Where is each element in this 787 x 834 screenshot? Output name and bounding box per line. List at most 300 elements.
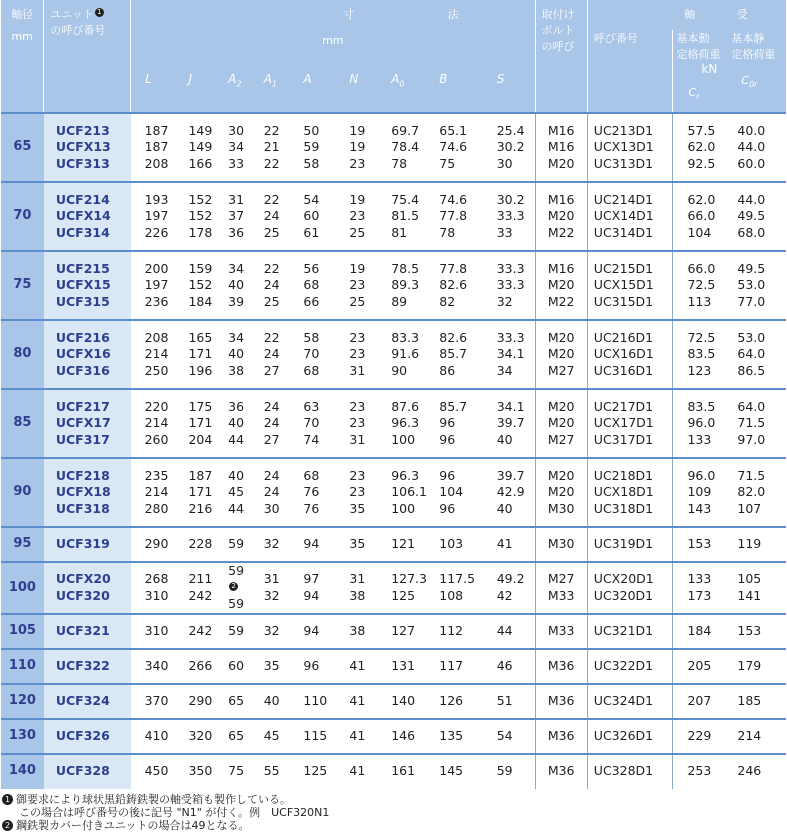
- dynamic-load: [673, 113, 729, 182]
- dim-a0-value: 89.3: [391, 277, 420, 293]
- dim-s-value: 33.3: [496, 329, 525, 345]
- dim-n: [335, 389, 377, 458]
- dim-s-value: 41: [496, 536, 513, 552]
- dim-s-value: 59: [496, 763, 513, 779]
- dim-a-value: 56: [303, 260, 320, 276]
- dim-a2-value: 40: [228, 415, 245, 431]
- bolt-size-value: M20: [547, 155, 575, 171]
- dim-a0-value: 106.1: [391, 484, 427, 500]
- table-row: [1, 389, 786, 458]
- bolt-size: [535, 389, 587, 458]
- dim-b: [425, 614, 482, 649]
- unit-number-value: UCF217: [55, 398, 110, 414]
- dim-l-value: 280: [144, 500, 169, 516]
- dim-a2-value: 44: [228, 500, 245, 516]
- col-N: N: [335, 60, 377, 113]
- dim-l: [131, 389, 175, 458]
- dim-a0-value: 96.3: [391, 467, 420, 483]
- dim-a-value: 60: [303, 208, 320, 224]
- dim-b-value: 85.7: [439, 398, 468, 414]
- dim-b-value: 78: [439, 224, 456, 240]
- dim-a2-value: 34: [228, 329, 245, 345]
- unit-number: [44, 614, 131, 649]
- unit-number-value: UCF324: [55, 692, 110, 708]
- unit-number: [44, 389, 131, 458]
- dynamic-load-value: 133: [687, 431, 712, 447]
- dim-a1-value: 35: [263, 657, 280, 673]
- dim-l-value: 187: [144, 139, 169, 155]
- dim-a2-value: 38: [228, 362, 245, 378]
- bolt-size-value: M16: [547, 139, 575, 155]
- table-row: [1, 614, 786, 649]
- dim-a0-value: 69.7: [391, 122, 420, 138]
- dim-l: [131, 614, 175, 649]
- dim-a2-value: 33: [228, 155, 245, 171]
- dim-a2-value: 44: [228, 431, 245, 447]
- dim-l-value: 236: [144, 293, 169, 309]
- dim-l: [131, 251, 175, 320]
- dim-n-value: 38: [349, 587, 366, 603]
- dim-a-value: 70: [303, 346, 320, 362]
- dim-s-value: 34.1: [496, 346, 525, 362]
- dim-s-value: 33.3: [496, 208, 525, 224]
- shaft-diameter: 85: [1, 389, 44, 458]
- dim-a2: [214, 251, 250, 320]
- static-load-value: 49.5: [737, 260, 766, 276]
- dim-a0-value: 125: [391, 587, 416, 603]
- dim-l: [131, 527, 175, 562]
- dim-j: [174, 754, 214, 789]
- bearing-number-value: UC313D1: [593, 155, 654, 171]
- dim-j-value: 178: [188, 224, 213, 240]
- dim-a: [289, 719, 335, 754]
- dim-a2-value: 65: [228, 692, 245, 708]
- dim-a2-value: 60: [228, 657, 245, 673]
- dim-a: [289, 614, 335, 649]
- unit-number-value: UCF314: [55, 224, 110, 240]
- unit-number-value: UCF321: [55, 622, 110, 638]
- bearing-number: [587, 562, 673, 614]
- dim-a0: [377, 649, 425, 684]
- unit-number-value: UCF313: [55, 155, 110, 171]
- dim-j-value: 187: [188, 467, 213, 483]
- static-load-value: 40.0: [737, 122, 766, 138]
- bolt-size-value: M20: [547, 208, 575, 224]
- dim-b-value: 145: [439, 763, 464, 779]
- dim-l: [131, 320, 175, 389]
- dim-a-value: 68: [303, 362, 320, 378]
- dynamic-load-value: 253: [687, 763, 712, 779]
- bearing-number: [587, 719, 673, 754]
- dim-j-value: 171: [188, 415, 213, 431]
- dim-s-value: 39.7: [496, 467, 525, 483]
- bolt-size: [535, 320, 587, 389]
- dynamic-load-value: 123: [687, 362, 712, 378]
- unit-number-value: UCF319: [55, 536, 110, 552]
- bolt-size: [535, 251, 587, 320]
- dim-a2: [214, 754, 250, 789]
- static-load: [729, 719, 786, 754]
- dynamic-load: [673, 251, 729, 320]
- dim-a2: [214, 527, 250, 562]
- dim-a1: [250, 527, 290, 562]
- dynamic-load-value: 66.0: [687, 260, 716, 276]
- dim-l-value: 410: [144, 727, 169, 743]
- dim-a-value: 54: [303, 191, 320, 207]
- bearing-number: [587, 614, 673, 649]
- dim-l: [131, 182, 175, 251]
- bearing-number-value: UC318D1: [593, 500, 654, 516]
- dim-a0: [377, 562, 425, 614]
- dynamic-load: [673, 320, 729, 389]
- unit-number-value: UCF315: [55, 293, 110, 309]
- bearing-number-value: UC316D1: [593, 362, 654, 378]
- dim-l-value: 197: [144, 208, 169, 224]
- unit-number-value: UCF320: [55, 587, 110, 603]
- col-A: A: [289, 60, 335, 113]
- footnote-1-detail: この場合は呼び番号の後に記号 "N1" が付く。例 UCF320N1: [19, 805, 330, 819]
- dim-s: [483, 458, 535, 527]
- shaft-diameter: 100: [1, 562, 44, 614]
- static-load-value: 141: [737, 587, 762, 603]
- dim-a2-value: 34: [228, 139, 245, 155]
- dim-s-value: 51: [496, 692, 513, 708]
- shaft-diameter: 120: [1, 684, 44, 719]
- dim-n-value: 23: [349, 467, 366, 483]
- dim-s-value: 33.3: [496, 277, 525, 293]
- dim-n: [335, 684, 377, 719]
- dim-a-value: 50: [303, 122, 320, 138]
- dim-a: [289, 251, 335, 320]
- dim-a1-value: 22: [263, 191, 280, 207]
- dim-s-value: 40: [496, 500, 513, 516]
- bolt-size-value: M27: [547, 431, 575, 447]
- dim-a1-value: 32: [263, 622, 280, 638]
- spec-table: [1, 0, 786, 789]
- dim-a1: [250, 182, 290, 251]
- static-load-value: 64.0: [737, 346, 766, 362]
- shaft-diameter: 110: [1, 649, 44, 684]
- col-A1: $A_1$: [250, 60, 290, 113]
- dim-b: [425, 251, 482, 320]
- bearing-number: [587, 458, 673, 527]
- dim-s: [483, 614, 535, 649]
- dim-a0: [377, 182, 425, 251]
- dim-a2-value: 45: [228, 484, 245, 500]
- dim-b: [425, 389, 482, 458]
- table-row: [1, 649, 786, 684]
- dim-a-value: 59: [303, 139, 320, 155]
- static-load: [729, 113, 786, 182]
- dynamic-load: [673, 719, 729, 754]
- dim-j: [174, 113, 214, 182]
- shaft-diameter: 130: [1, 719, 44, 754]
- dim-j-value: 196: [188, 362, 213, 378]
- static-load-value: 60.0: [737, 155, 766, 171]
- dim-a2: [214, 649, 250, 684]
- bolt-size: [535, 754, 587, 789]
- dim-a0: [377, 113, 425, 182]
- dim-j-value: 152: [188, 208, 213, 224]
- dim-s-value: 33.3: [496, 260, 525, 276]
- bolt-size: [535, 614, 587, 649]
- dim-a1: [250, 389, 290, 458]
- static-load-value: 179: [737, 657, 762, 673]
- dim-j: [174, 649, 214, 684]
- dim-l: [131, 754, 175, 789]
- bearing-number-value: UC321D1: [593, 622, 654, 638]
- static-load-value: 53.0: [737, 277, 766, 293]
- dim-b-value: 117.5: [439, 571, 476, 587]
- dim-a1: [250, 320, 290, 389]
- bearing-number: [587, 684, 673, 719]
- dim-s: [483, 320, 535, 389]
- dim-a: [289, 684, 335, 719]
- dim-s: [483, 649, 535, 684]
- dim-j-value: 211: [188, 571, 213, 587]
- footnote-1: 1 御要求により球状黒鉛鋳鉄製の軸受箱も製作している。: [2, 793, 787, 806]
- dim-b: [425, 562, 482, 614]
- dim-s: [483, 251, 535, 320]
- unit-number-value: UCF218: [55, 467, 110, 483]
- dim-b-value: 75: [439, 155, 456, 171]
- dim-a2: [214, 684, 250, 719]
- dim-n-value: 41: [349, 692, 366, 708]
- dynamic-load: [673, 684, 729, 719]
- bolt-size-value: M16: [547, 191, 575, 207]
- bolt-size-value: M33: [547, 622, 575, 638]
- dim-b: [425, 320, 482, 389]
- header-dimensions: 寸 法: [131, 0, 535, 30]
- dim-l-value: 310: [144, 587, 169, 603]
- col-S: S: [483, 60, 535, 113]
- dim-a-value: 58: [303, 155, 320, 171]
- dim-s-value: 46: [496, 657, 513, 673]
- dim-j-value: 149: [188, 122, 213, 138]
- dim-l: [131, 562, 175, 614]
- dim-a2-value: 59: [228, 596, 245, 611]
- bolt-size-value: M20: [547, 346, 575, 362]
- unit-number-value: UCFX14: [55, 208, 111, 224]
- bearing-number-value: UCX16D1: [593, 346, 654, 362]
- dim-n-value: 41: [349, 727, 366, 743]
- dynamic-load-value: 205: [687, 657, 712, 673]
- dim-a0: [377, 389, 425, 458]
- dim-a2-value: 39: [228, 293, 245, 309]
- col-L: L: [131, 60, 175, 113]
- header-bearing-no: 呼び番号: [587, 30, 673, 113]
- dim-a1: [250, 684, 290, 719]
- dim-n: [335, 719, 377, 754]
- dim-a: [289, 320, 335, 389]
- dynamic-load: [673, 614, 729, 649]
- dynamic-load-value: 66.0: [687, 208, 716, 224]
- dim-n: [335, 458, 377, 527]
- dim-a-value: 76: [303, 500, 320, 516]
- shaft-diameter: 65: [1, 113, 44, 182]
- dim-a-value: 125: [303, 763, 328, 779]
- bolt-size-value: M20: [547, 329, 575, 345]
- dim-b-value: 74.6: [439, 191, 468, 207]
- table-row: [1, 113, 786, 182]
- unit-number-value: UCF216: [55, 329, 110, 345]
- dim-l-value: 235: [144, 467, 169, 483]
- unit-number-value: UCFX13: [55, 139, 111, 155]
- bolt-size-value: M22: [547, 293, 575, 309]
- dim-a-value: 61: [303, 224, 320, 240]
- bolt-size: [535, 649, 587, 684]
- dynamic-load-value: 62.0: [687, 191, 716, 207]
- dynamic-load-value: 184: [687, 622, 712, 638]
- static-load: [729, 182, 786, 251]
- static-load-value: 44.0: [737, 139, 766, 155]
- dim-n-value: 19: [349, 191, 366, 207]
- dim-b: [425, 719, 482, 754]
- dim-a0-value: 100: [391, 500, 416, 516]
- dim-b-value: 74.6: [439, 139, 468, 155]
- unit-number-value: UCFX15: [55, 277, 111, 293]
- shaft-diameter: 80: [1, 320, 44, 389]
- dim-j: [174, 458, 214, 527]
- bearing-number-value: UCX13D1: [593, 139, 654, 155]
- col-A0: $A_0$: [377, 60, 425, 113]
- dim-l-value: 370: [144, 692, 169, 708]
- dim-a0-value: 81: [391, 224, 408, 240]
- dim-l: [131, 719, 175, 754]
- dim-a1-value: 24: [263, 415, 280, 431]
- dim-a1: [250, 719, 290, 754]
- header-bolt: 取付け ボルト の呼び: [535, 0, 587, 113]
- dynamic-load: [673, 649, 729, 684]
- dim-b: [425, 649, 482, 684]
- dim-s-value: 30.2: [496, 139, 525, 155]
- unit-number: [44, 320, 131, 389]
- dim-b-value: 82.6: [439, 277, 468, 293]
- dim-a2-value: 592: [228, 563, 245, 590]
- bolt-size: [535, 458, 587, 527]
- unit-number-value: UCF322: [55, 657, 110, 673]
- dim-a-value: 94: [303, 587, 320, 603]
- dynamic-load-value: 207: [687, 692, 712, 708]
- header-dyn-load: 基本動 定格荷重 $C_r$: [673, 30, 729, 113]
- bearing-number: [587, 251, 673, 320]
- dim-b-value: 112: [439, 622, 464, 638]
- bearing-number-value: UCX14D1: [593, 208, 654, 224]
- bolt-size-value: M16: [547, 122, 575, 138]
- dim-a1-value: 24: [263, 467, 280, 483]
- dim-n-value: 23: [349, 329, 366, 345]
- dim-l: [131, 113, 175, 182]
- dim-a-value: 96: [303, 657, 320, 673]
- dynamic-load-value: 229: [687, 727, 712, 743]
- dim-a2-value: 65: [228, 727, 245, 743]
- unit-number-value: UCFX16: [55, 346, 111, 362]
- dim-a: [289, 113, 335, 182]
- dim-a1-value: 27: [263, 362, 280, 378]
- bearing-number: [587, 113, 673, 182]
- table-row: [1, 684, 786, 719]
- static-load-value: 64.0: [737, 398, 766, 414]
- dynamic-load-value: 83.5: [687, 398, 716, 414]
- footnote-2: 2 鋼鉄製カバー付きユニットの場合は49となる。: [2, 819, 787, 832]
- dynamic-load-value: 96.0: [687, 467, 716, 483]
- bearing-number-value: UC317D1: [593, 431, 654, 447]
- dim-a1-value: 24: [263, 277, 280, 293]
- header-unit-no: ユニット 1 の呼び番号: [44, 0, 131, 113]
- bearing-number: [587, 649, 673, 684]
- dim-l-value: 450: [144, 763, 169, 779]
- bolt-size-value: M22: [547, 224, 575, 240]
- dim-a1-value: 24: [263, 208, 280, 224]
- dim-n-value: 41: [349, 763, 366, 779]
- dim-a0-value: 161: [391, 763, 416, 779]
- dim-a0: [377, 458, 425, 527]
- unit-number-value: UCFX20: [55, 571, 111, 587]
- table-row: [1, 458, 786, 527]
- dynamic-load-value: 96.0: [687, 415, 716, 431]
- dim-a0-value: 96.3: [391, 415, 420, 431]
- dim-l-value: 187: [144, 122, 169, 138]
- dim-j: [174, 527, 214, 562]
- bearing-number-value: UC320D1: [593, 587, 654, 603]
- dim-a0: [377, 527, 425, 562]
- dim-n-value: 23: [349, 208, 366, 224]
- unit-number-value: UCFX18: [55, 484, 111, 500]
- dim-j-value: 266: [188, 657, 213, 673]
- dynamic-load-value: 153: [687, 536, 712, 552]
- bolt-size-value: M20: [547, 415, 575, 431]
- bearing-number-value: UC215D1: [593, 260, 654, 276]
- dim-a1-value: 22: [263, 260, 280, 276]
- bolt-size-value: M20: [547, 277, 575, 293]
- dim-a1: [250, 251, 290, 320]
- unit-number: [44, 684, 131, 719]
- static-load-value: 71.5: [737, 467, 766, 483]
- dim-a0-value: 78.4: [391, 139, 420, 155]
- dim-n-value: 23: [349, 346, 366, 362]
- dim-s-value: 42: [496, 587, 513, 603]
- dim-n: [335, 182, 377, 251]
- dim-a-value: 68: [303, 467, 320, 483]
- dim-s-value: 30: [496, 155, 513, 171]
- table-row: [1, 562, 786, 614]
- dim-j-value: 204: [188, 431, 213, 447]
- dim-s-value: 42.9: [496, 484, 525, 500]
- static-load-value: 49.5: [737, 208, 766, 224]
- unit-number-value: UCFX17: [55, 415, 111, 431]
- dim-a2: [214, 320, 250, 389]
- dim-a0-value: 75.4: [391, 191, 420, 207]
- bearing-number-value: UCX20D1: [593, 571, 654, 587]
- dim-l: [131, 649, 175, 684]
- dim-a0-value: 127: [391, 622, 416, 638]
- static-load-value: 68.0: [737, 224, 766, 240]
- unit-number-value: UCF326: [55, 727, 110, 743]
- dynamic-load-value: 133: [687, 571, 712, 587]
- dim-l: [131, 684, 175, 719]
- static-load: [729, 389, 786, 458]
- dim-l-value: 208: [144, 329, 169, 345]
- bearing-number-value: UC319D1: [593, 536, 654, 552]
- dim-n-value: 23: [349, 415, 366, 431]
- static-load: [729, 562, 786, 614]
- bolt-size-value: M36: [547, 763, 575, 779]
- dim-l-value: 260: [144, 431, 169, 447]
- dim-l-value: 214: [144, 346, 169, 362]
- bolt-size-value: M30: [547, 500, 575, 516]
- dim-b: [425, 754, 482, 789]
- dim-a-value: 70: [303, 415, 320, 431]
